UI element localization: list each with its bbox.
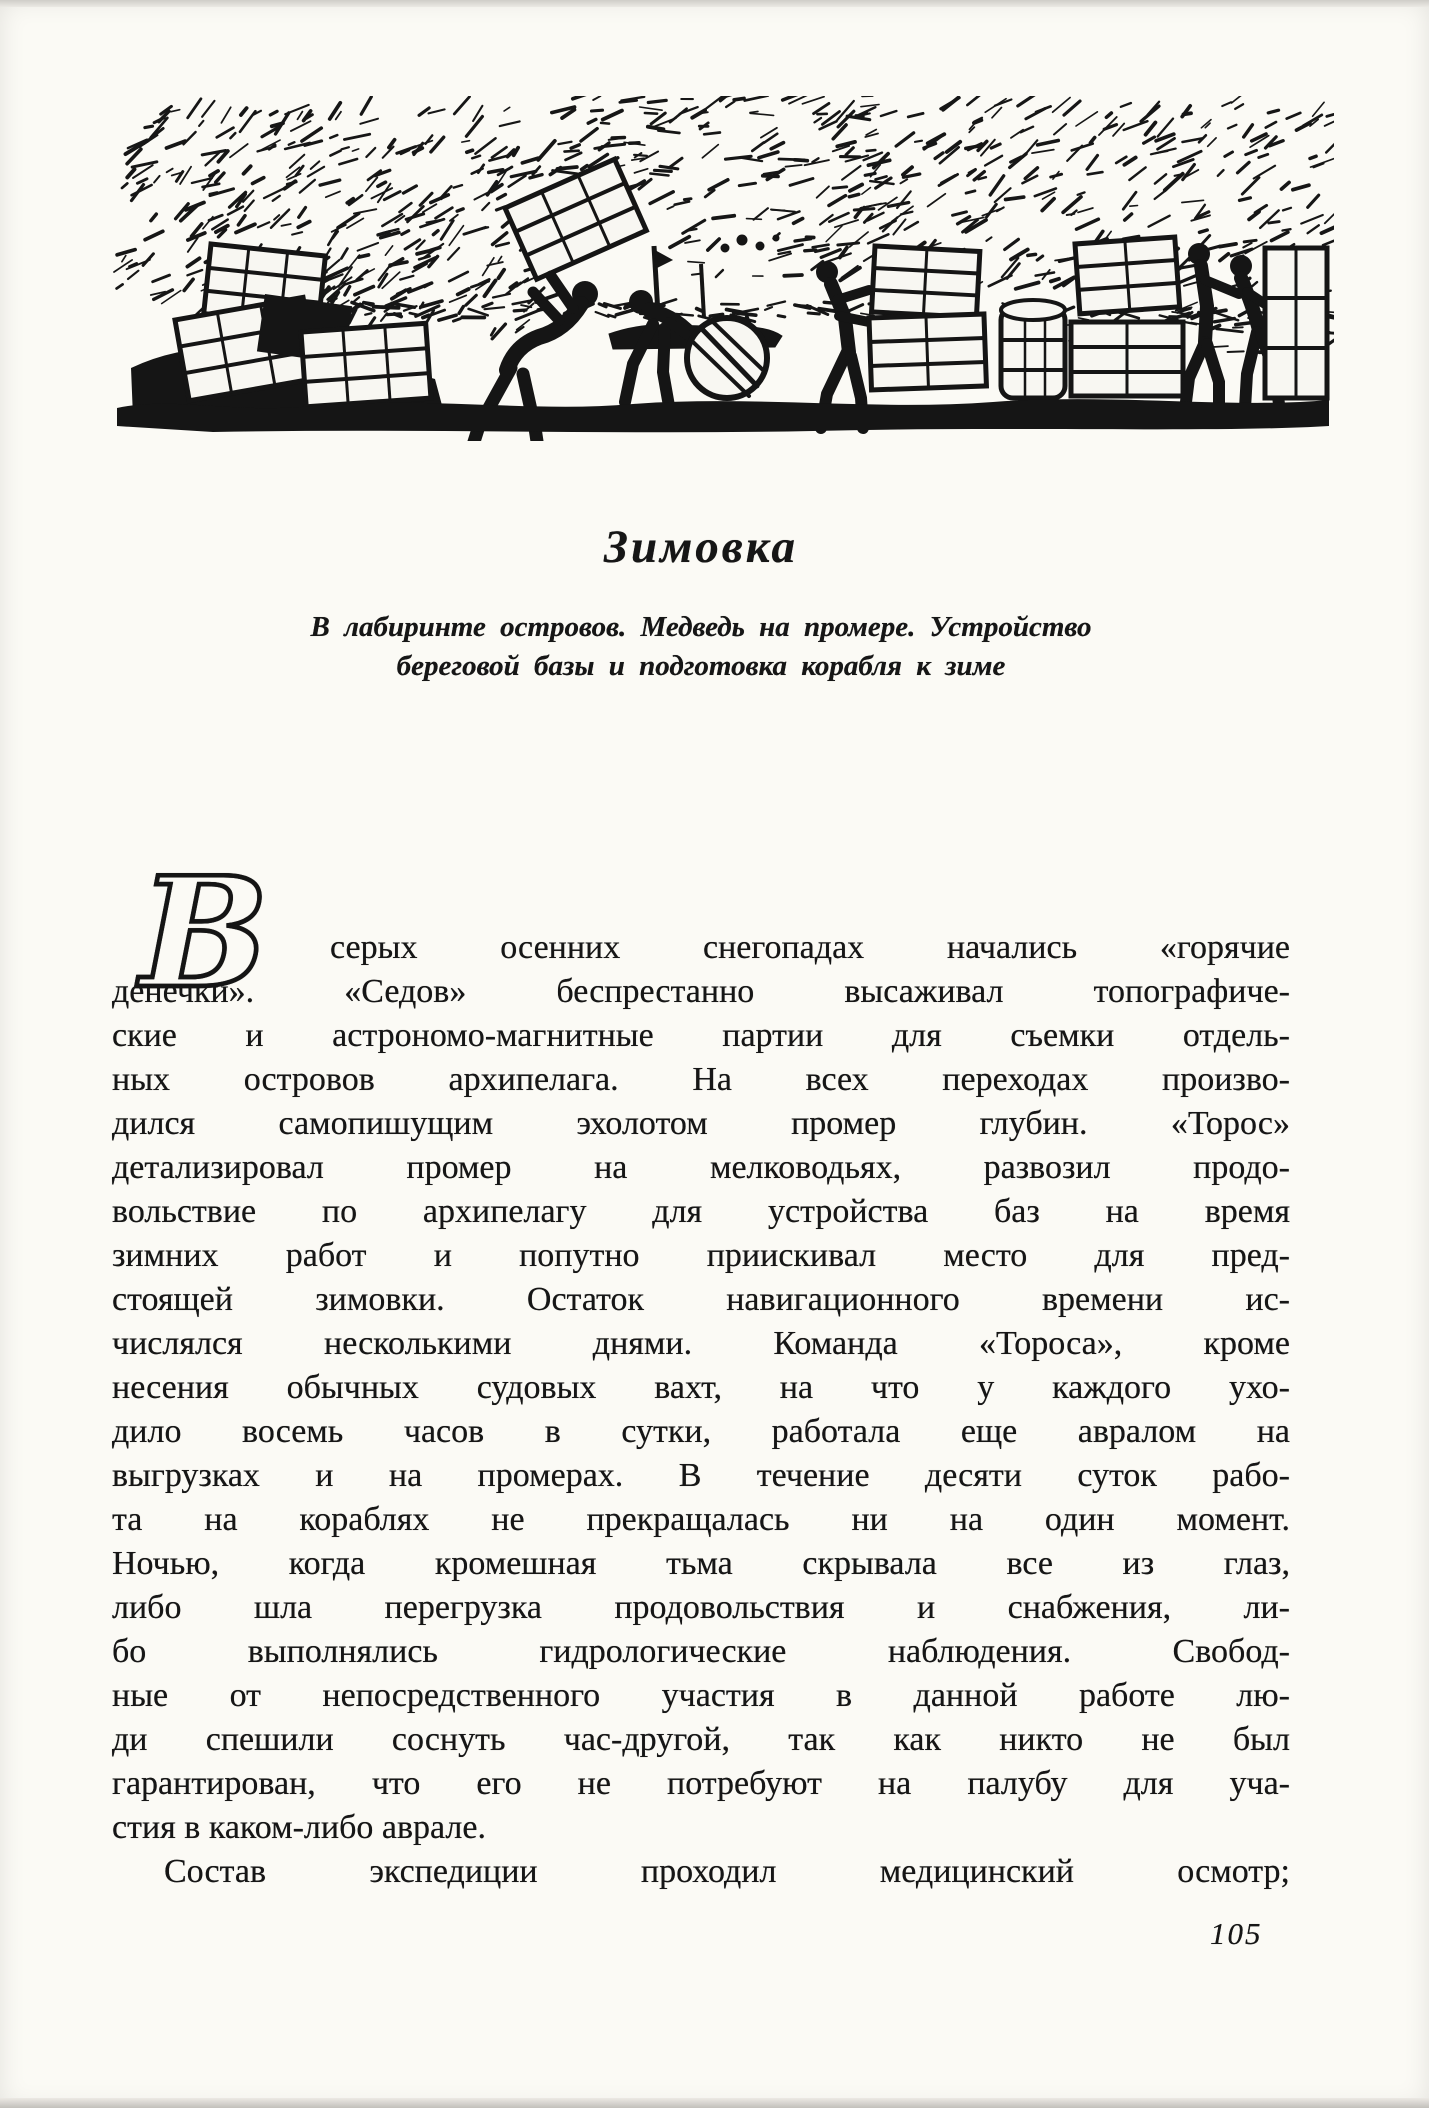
upright-barrel (1001, 300, 1065, 398)
left-crate-stack (131, 244, 443, 417)
body-line: детализировал промер на мелководьях, развозил продо- (112, 1149, 1290, 1186)
subtitle-line-2: береговой базы и подготовка корабля к зиме (396, 650, 1006, 682)
body-line: серых осенних снегопадах начались «горячие (330, 929, 1290, 966)
body-line: ские и астрономо-магнитные партии для съемки отдель- (112, 1017, 1290, 1054)
body-line: та на кораблях не прекращалась ни на один момент. (112, 1501, 1290, 1538)
body-line: ные от непосредственного участия в данной работе лю- (112, 1677, 1290, 1714)
body-line: несения обычных судовых вахт, на что у каждого ухо- (112, 1369, 1290, 1406)
body-line: числялся несколькими днями. Команда «Тороса», кроме (112, 1325, 1290, 1362)
body-line: Ночью, когда кромешная тьма скрывала все из глаз, (112, 1545, 1290, 1582)
body-line: выгрузках и на промерах. В течение десяти суток рабо- (112, 1457, 1290, 1494)
body-line: денечки». «Седов» беспрестанно высаживал топографиче- (112, 973, 1290, 1010)
scan-edge-bottom (0, 2098, 1429, 2108)
body-text (112, 844, 1290, 1894)
chapter-title: Зимовка (604, 521, 798, 573)
body-line: ных островов архипелага. На всех переходах произво- (112, 1061, 1290, 1098)
body-line: дило восемь часов в сутки, работала еще авралом на (112, 1413, 1290, 1450)
body-line: стия в каком-либо аврале. (112, 1809, 486, 1846)
chapter-subtitle (142, 608, 1260, 686)
body-line: гарантирован, что его не потребуют на палубу для уча- (112, 1765, 1290, 1802)
body-line: вольствие по архипелагу для устройства баз на время (112, 1193, 1290, 1230)
body-line: Состав экспедиции проходил медицинский осмотр; (164, 1853, 1290, 1890)
body-line: дился самопишущим эхолотом промер глубин. «Торос» (112, 1105, 1290, 1142)
body-line: ди спешили соснуть час-другой, так как никто не был (112, 1721, 1290, 1758)
drop-cap-letter: В (140, 844, 269, 1019)
scan-edge-top (0, 0, 1429, 7)
subtitle-line-1: В лабиринте островов. Медведь на промере. Устройство (310, 611, 1092, 643)
man-carrying-crate (467, 159, 646, 441)
body-line: стоящей зимовки. Остаток навигационного времени ис- (112, 1281, 1290, 1318)
chapter-illustration (112, 96, 1334, 441)
body-line: бо выполнялись гидрологические наблюдения. Свобод- (112, 1633, 1290, 1670)
page-number: 105 (1210, 1916, 1263, 1951)
body-line: либо шла перегрузка продовольствия и снабжения, ли- (112, 1589, 1290, 1626)
body-line: зимних работ и попутно приискивал место для пред- (112, 1237, 1290, 1274)
